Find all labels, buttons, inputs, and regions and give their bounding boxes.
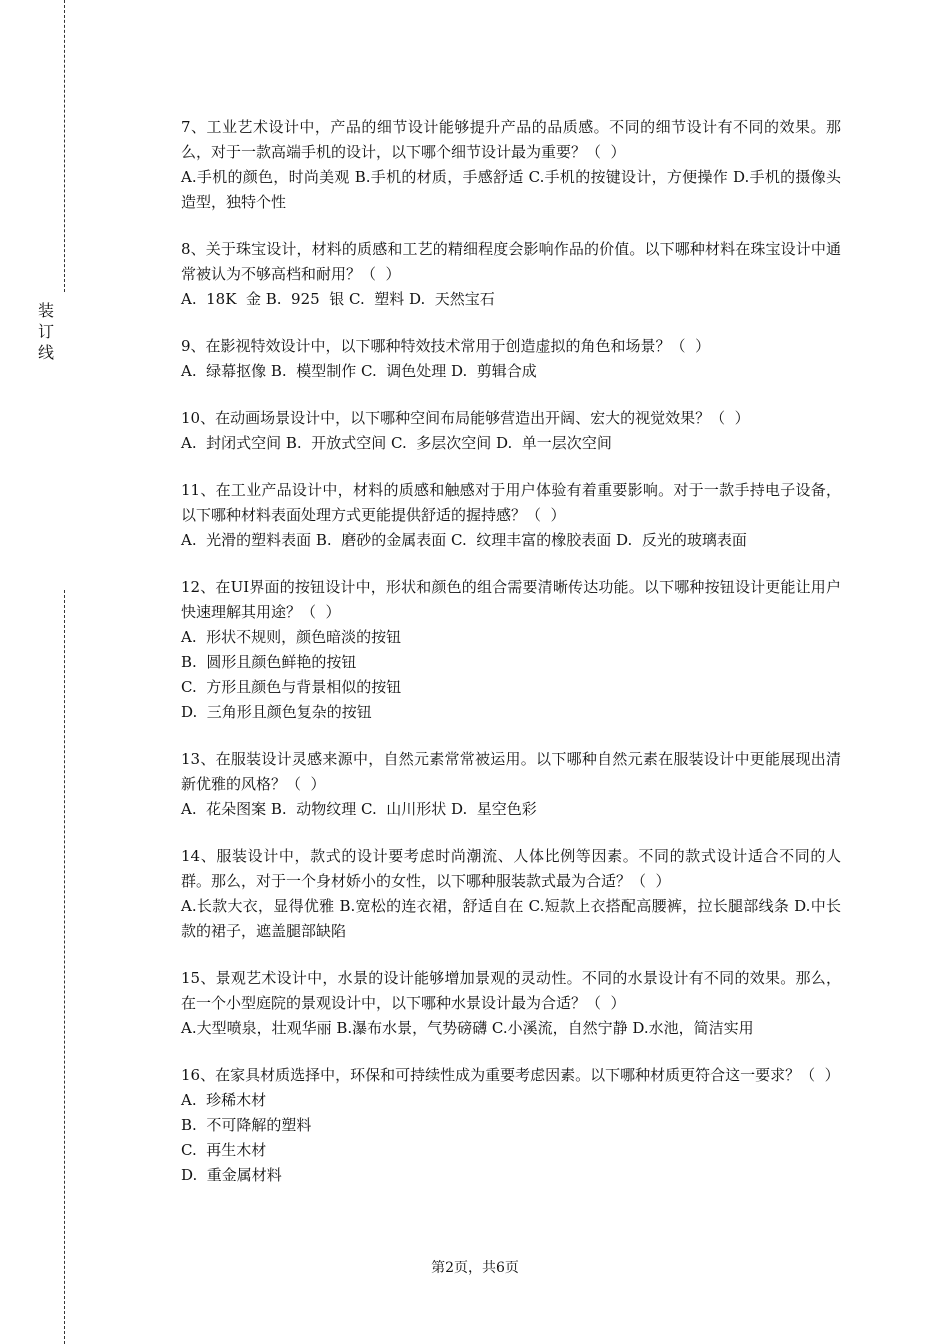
binding-line-label xyxy=(36,300,56,363)
binding-dashed-line-bottom xyxy=(64,590,65,1344)
question-option-d: D. 三角形且颜色复杂的按钮 xyxy=(181,703,372,721)
question-10 xyxy=(181,406,841,456)
question-stem: 10、在动画场景设计中，以下哪种空间布局能够营造出开阔、宏大的视觉效果？（ ） xyxy=(181,409,750,427)
question-9 xyxy=(181,334,841,384)
question-stem: 16、在家具材质选择中，环保和可持续性成为重要考虑因素。以下哪种材质更符合这一要求？（ ） xyxy=(181,1066,840,1084)
question-options: A.长款大衣，显得优雅 B.宽松的连衣裙，舒适自在 C.短款上衣搭配高腰裤，拉长腿部线条 D.中长款的裙子，遮盖腿部缺陷 xyxy=(181,897,841,940)
question-13 xyxy=(181,747,841,822)
question-option-b: B. 不可降解的塑料 xyxy=(181,1116,312,1134)
question-7 xyxy=(181,115,841,215)
question-16 xyxy=(181,1063,841,1188)
question-stem: 15、景观艺术设计中，水景的设计能够增加景观的灵动性。不同的水景设计有不同的效果。那么，在一个小型庭院的景观设计中，以下哪种水景设计最为合适？（ ） xyxy=(181,969,841,1012)
question-stem: 9、在影视特效设计中，以下哪种特效技术常用于创造虚拟的角色和场景？（ ） xyxy=(181,337,711,355)
question-option-c: C. 再生木材 xyxy=(181,1141,267,1159)
question-options: A. 花朵图案 B. 动物纹理 C. 山川形状 D. 星空色彩 xyxy=(181,800,537,818)
question-8 xyxy=(181,237,841,312)
question-stem: 8、关于珠宝设计，材料的质感和工艺的精细程度会影响作品的价值。以下哪种材料在珠宝设计中通常被认为不够高档和耐用？（ ） xyxy=(181,240,841,283)
question-options: A. 封闭式空间 B. 开放式空间 C. 多层次空间 D. 单一层次空间 xyxy=(181,434,612,452)
question-options: A. 绿幕抠像 B. 模型制作 C. 调色处理 D. 剪辑合成 xyxy=(181,362,537,380)
question-stem: 7、工业艺术设计中，产品的细节设计能够提升产品的品质感。不同的细节设计有不同的效果。那么，对于一款高端手机的设计，以下哪个细节设计最为重要？（ ） xyxy=(181,118,841,161)
question-12 xyxy=(181,575,841,725)
page-number-footer: 第2页，共6页 xyxy=(431,1260,519,1276)
question-options: A.手机的颜色，时尚美观 B.手机的材质，手感舒适 C.手机的按键设计，方便操作 D.手机的摄像头造型，独特个性 xyxy=(181,168,841,211)
question-options: A.大型喷泉，壮观华丽 B.瀑布水景，气势磅礴 C.小溪流，自然宁静 D.水池，简洁实用 xyxy=(181,1019,754,1037)
binding-label-char: 装 xyxy=(37,301,54,320)
question-stem: 14、服装设计中，款式的设计要考虑时尚潮流、人体比例等因素。不同的款式设计适合不同的人群。那么，对于一个身材娇小的女性，以下哪种服装款式最为合适？（ ） xyxy=(181,847,841,890)
question-option-a: A. 珍稀木材 xyxy=(181,1091,267,1109)
question-stem: 11、在工业产品设计中，材料的质感和触感对于用户体验有着重要影响。对于一款手持电子设备，以下哪种材料表面处理方式更能提供舒适的握持感？（ ） xyxy=(181,481,841,524)
question-options: A. 18K 金 B. 925 银 C. 塑料 D. 天然宝石 xyxy=(181,290,495,308)
question-15 xyxy=(181,966,841,1041)
question-14 xyxy=(181,844,841,944)
question-stem: 13、在服装设计灵感来源中，自然元素常常被运用。以下哪种自然元素在服装设计中更能展现出清新优雅的风格？（ ） xyxy=(181,750,841,793)
binding-label-char: 订 xyxy=(37,322,54,341)
question-11 xyxy=(181,478,841,553)
binding-label-char: 线 xyxy=(37,343,54,362)
question-stem: 12、在UI界面的按钮设计中，形状和颜色的组合需要清晰传达功能。以下哪种按钮设计更能让用户快速理解其用途？（ ） xyxy=(181,578,841,621)
question-option-b: B. 圆形且颜色鲜艳的按钮 xyxy=(181,653,357,671)
question-list xyxy=(181,115,841,1210)
question-option-d: D. 重金属材料 xyxy=(181,1166,282,1184)
binding-dashed-line-top xyxy=(64,0,65,292)
question-options: A. 光滑的塑料表面 B. 磨砂的金属表面 C. 纹理丰富的橡胶表面 D. 反光的玻璃表面 xyxy=(181,531,747,549)
question-option-a: A. 形状不规则，颜色暗淡的按钮 xyxy=(181,628,402,646)
question-option-c: C. 方形且颜色与背景相似的按钮 xyxy=(181,678,402,696)
